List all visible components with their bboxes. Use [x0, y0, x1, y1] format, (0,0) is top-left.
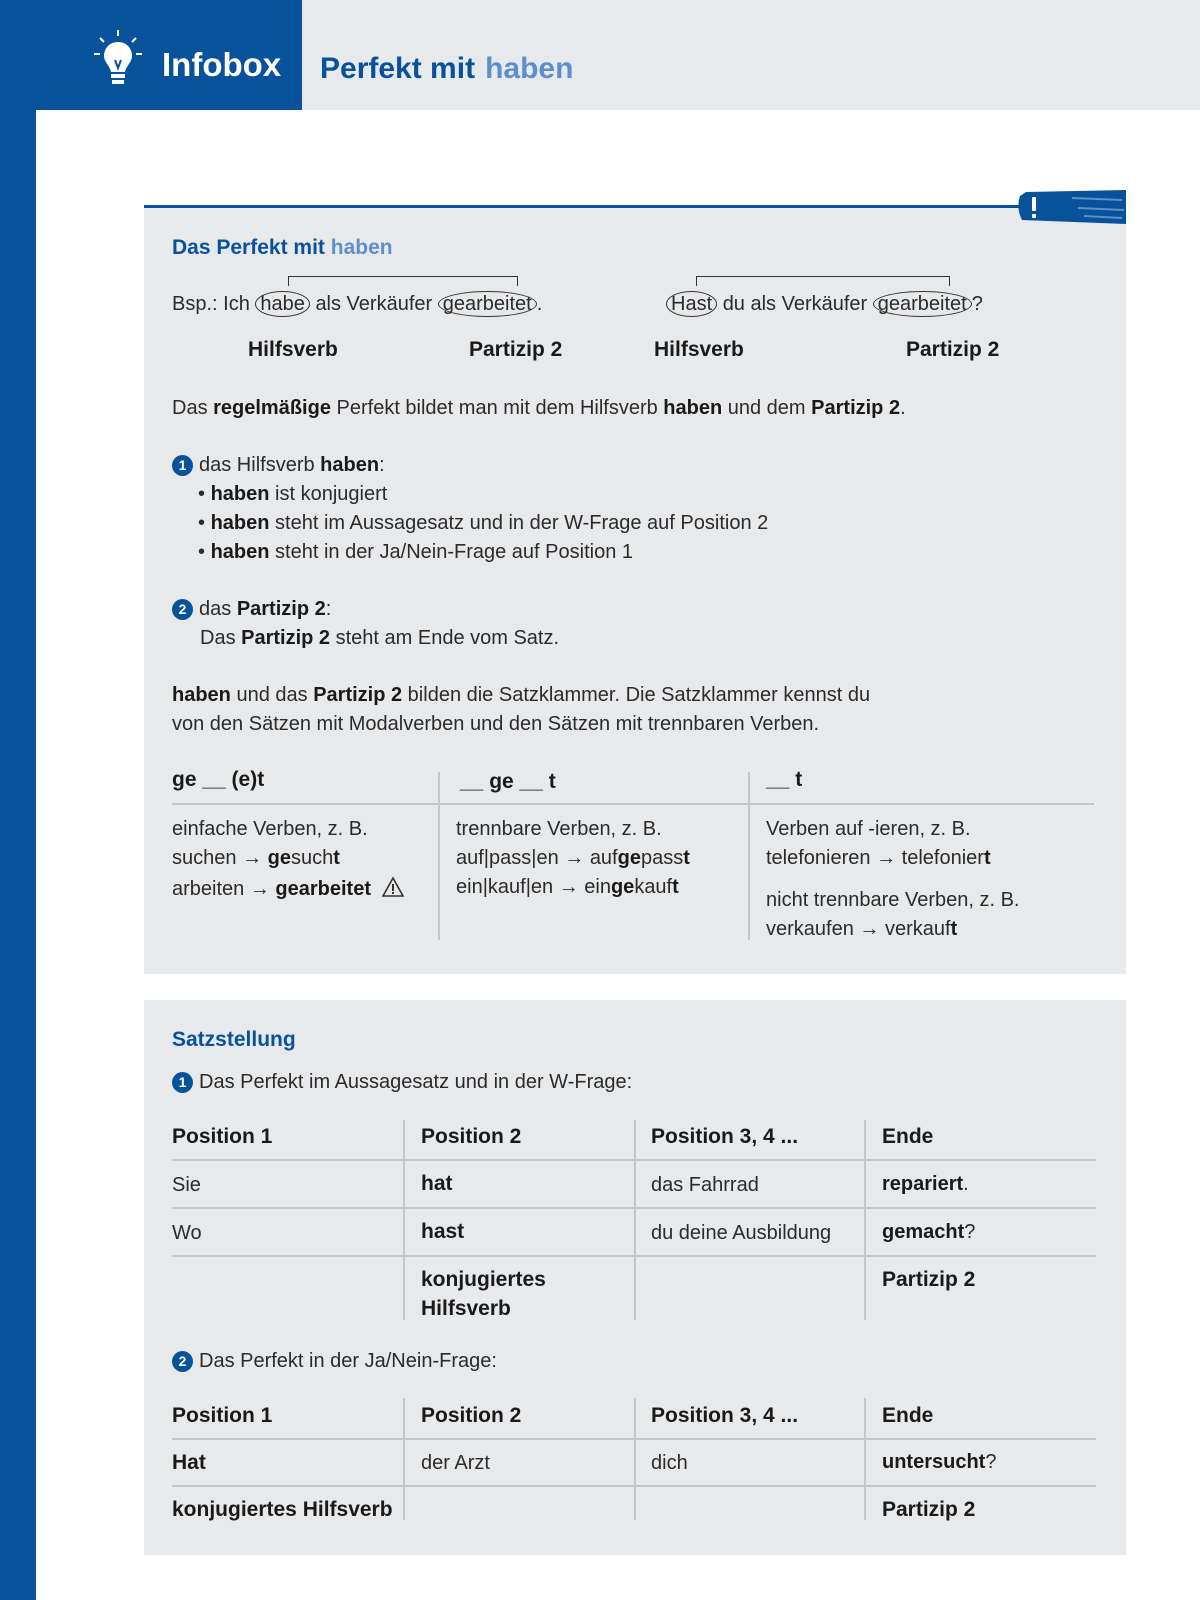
affix-bold: t: [333, 847, 340, 869]
rule-text: .: [900, 397, 906, 419]
participle-bold: repariert: [882, 1173, 964, 1195]
affix-bold: ge: [610, 876, 635, 898]
stem: kauf: [634, 876, 673, 898]
example-aux-circled: habe: [255, 291, 310, 317]
table1-header-pos2: Position 2: [421, 1125, 522, 1148]
rule-bold: Partizip 2: [811, 397, 901, 419]
table2-divider: [403, 1398, 405, 1520]
infinitive: auf|pass|en: [456, 847, 559, 869]
table2-header-pos2: Position 2: [421, 1404, 522, 1427]
table1-cell: das Fahrrad: [651, 1174, 759, 1196]
formation-col1-example: [172, 847, 340, 870]
point-bold: haben: [320, 454, 380, 476]
bullet-text: steht in der Ja/Nein-Frage auf Position 1: [269, 541, 633, 563]
panel-top-rule: [144, 205, 1024, 208]
heading-part-2: haben: [330, 236, 393, 259]
arrow-icon: →: [249, 878, 270, 900]
rule-text: Das: [172, 397, 214, 419]
punct: ?: [964, 1221, 976, 1243]
example-prefix: Bsp.: Ich: [172, 293, 250, 315]
table2-divider: [634, 1398, 636, 1520]
punct: .: [963, 1173, 969, 1195]
infinitive: ein|kauf|en: [456, 876, 554, 898]
exclamation-brush-icon: [1012, 188, 1126, 228]
title-part-2: haben: [485, 52, 574, 85]
table2-cell: Hat: [172, 1451, 206, 1474]
label-partizip-1: Partizip 2: [469, 338, 563, 361]
formation-header-2: __ ge __ t: [460, 770, 556, 793]
affix-bold: ge: [275, 878, 299, 900]
bullet-item: • haben steht in der Ja/Nein-Frage auf Position 1: [198, 541, 633, 563]
bullet-bold: haben: [210, 541, 270, 563]
point-1-heading: [172, 454, 385, 477]
point-2-line: [200, 627, 559, 650]
stem: telefonier: [901, 847, 984, 869]
example-sentence-1: [172, 293, 542, 316]
punct: ?: [985, 1451, 997, 1473]
table1-header-pos3: Position 3, 4 ...: [651, 1125, 799, 1148]
rule-sentence: [172, 397, 906, 420]
table2-header-pos3: Position 3, 4 ...: [651, 1404, 799, 1427]
formation-col3-intro: Verben auf -ieren, z. B.: [766, 818, 971, 840]
label-partizip-2: Partizip 2: [906, 338, 1000, 361]
point-text: Das: [200, 627, 242, 649]
point-text: das Hilfsverb: [199, 454, 321, 476]
title-part-1: Perfekt mit: [320, 52, 476, 85]
bullet-bold: haben: [210, 512, 270, 534]
table2-header-pos1: Position 1: [172, 1404, 273, 1427]
section-heading: [172, 236, 393, 260]
table2-divider: [864, 1398, 866, 1520]
affix-bold: ge: [267, 847, 291, 869]
arrow-icon: →: [558, 876, 579, 898]
example-end: .: [536, 293, 543, 315]
lightbulb-icon: [92, 28, 144, 90]
number-1-icon: 1: [172, 455, 193, 476]
stem: pass: [640, 847, 684, 869]
point-bold: Partizip 2: [241, 627, 331, 649]
prefix: ein: [584, 876, 611, 898]
table1-footer-aux-2: Hilfsverb: [421, 1297, 511, 1320]
formation-col3-example: [766, 918, 957, 941]
formation-col1-intro: einfache Verben, z. B.: [172, 818, 368, 840]
affix-bold: t: [983, 847, 991, 869]
table1-cell: [882, 1221, 975, 1244]
label-hilfsverb-1: Hilfsverb: [248, 338, 338, 361]
prefix: auf: [589, 847, 618, 869]
table1-cell: hat: [421, 1172, 453, 1195]
bullet-item: • haben ist konjugiert: [198, 483, 388, 505]
sub-text: Das Perfekt in der Ja/Nein-Frage:: [199, 1350, 497, 1372]
satzklammer-line-1: [172, 684, 870, 707]
table2-footer-aux: konjugiertes Hilfsverb: [172, 1498, 393, 1521]
example-end: ?: [971, 293, 983, 315]
table1-header-end: Ende: [882, 1125, 934, 1148]
number-2-icon: 2: [172, 599, 193, 620]
infobox-tab: [0, 0, 302, 110]
satz-text: und das: [230, 684, 314, 706]
example-sentence-2: [666, 293, 983, 316]
table1-divider: [864, 1120, 866, 1320]
affix-bold: t: [683, 847, 690, 869]
example-middle: du als Verkäufer: [722, 293, 868, 315]
affix-bold: t: [950, 918, 958, 940]
formation-col2-intro: trennbare Verben, z. B.: [456, 818, 662, 840]
sub-text: Das Perfekt im Aussagesatz und in der W-Frage:: [199, 1071, 633, 1093]
satzklammer-bracket-1: [288, 276, 518, 286]
stem: verkauf: [884, 918, 951, 940]
infinitive: arbeiten: [172, 878, 245, 900]
affix-bold: t: [672, 876, 679, 898]
satz-text: bilden die Satzklammer. Die Satzklammer kennst du: [402, 684, 871, 706]
bullet-text: steht im Aussagesatz und in der W-Frage auf Position 2: [269, 512, 769, 534]
point-text: :: [325, 598, 332, 620]
example-participle-circled: gearbeitet: [873, 291, 972, 317]
table1-divider: [634, 1120, 636, 1320]
participle-bold: untersucht: [882, 1451, 986, 1473]
arrow-icon: →: [876, 847, 897, 869]
bullet-text: ist konjugiert: [269, 483, 388, 505]
participle-bold: gemacht: [882, 1221, 965, 1243]
table1-footer-aux-1: konjugiertes: [421, 1268, 546, 1291]
satzklammer-bracket-2: [696, 276, 950, 286]
stem-bold: arbeit: [298, 878, 354, 900]
satzstellung-sub-2: [172, 1350, 497, 1373]
formation-divider-1: [438, 772, 440, 940]
table2-cell: dich: [651, 1452, 688, 1474]
point-text: steht am Ende vom Satz.: [330, 627, 560, 649]
stem: such: [290, 847, 334, 869]
table1-header-pos1: Position 1: [172, 1125, 273, 1148]
table2-footer-participle: Partizip 2: [882, 1498, 976, 1521]
table1-cell: hast: [421, 1220, 465, 1243]
example-participle-circled: gearbeitet: [438, 291, 537, 317]
arrow-icon: →: [242, 847, 263, 869]
table1-divider: [403, 1120, 405, 1320]
point-bold: Partizip 2: [236, 598, 326, 620]
example-aux-circled: Hast: [666, 291, 717, 317]
formation-col2-example: [456, 876, 679, 899]
satz-bold: Partizip 2: [313, 684, 403, 706]
warning-triangle-icon: [381, 876, 405, 898]
table2-header-end: Ende: [882, 1404, 934, 1427]
satzstellung-heading: Satzstellung: [172, 1028, 296, 1051]
table1-cell: [882, 1173, 969, 1196]
rule-text: Perfekt bildet man mit dem Hilfsverb: [330, 397, 664, 419]
arrow-icon: →: [859, 918, 880, 940]
rule-bold: regelmäßige: [213, 397, 331, 419]
satzklammer-line-2: von den Sätzen mit Modalverben und den Sätzen mit trennbaren Verben.: [172, 713, 820, 735]
formation-col2-example: [456, 847, 690, 870]
bullet-bold: haben: [210, 483, 270, 505]
heading-part-1: Das Perfekt mit: [172, 236, 325, 259]
satz-bold: haben: [172, 684, 231, 706]
affix-bold: et: [353, 878, 372, 900]
affix-bold: ge: [617, 847, 641, 869]
label-hilfsverb-2: Hilfsverb: [654, 338, 744, 361]
point-2-heading: [172, 598, 331, 621]
rule-bold: haben: [663, 397, 723, 419]
table2-cell: der Arzt: [421, 1452, 490, 1474]
number-2-icon: 2: [172, 1351, 193, 1372]
arrow-icon: →: [564, 847, 585, 869]
table2-cell: [882, 1451, 996, 1474]
satzstellung-sub-1: [172, 1071, 632, 1094]
infobox-label: Infobox: [162, 46, 282, 83]
table1-cell: Wo: [172, 1222, 202, 1244]
formation-header-rule: [172, 803, 1094, 805]
table1-cell: Sie: [172, 1174, 201, 1196]
formation-header-1: ge __ (e)t: [172, 768, 265, 791]
formation-col3-intro-2: nicht trennbare Verben, z. B.: [766, 889, 1020, 911]
table1-footer-participle: Partizip 2: [882, 1268, 976, 1291]
left-accent-bar: [0, 0, 36, 1600]
point-text: das: [199, 598, 237, 620]
rule-text: und dem: [722, 397, 812, 419]
infinitive: suchen: [172, 847, 237, 869]
bullet-item: • haben steht im Aussagesatz und in der W-Frage auf Position 2: [198, 512, 769, 534]
formation-col1-example: [172, 876, 405, 901]
infinitive: verkaufen: [766, 918, 854, 940]
formation-divider-2: [748, 772, 750, 940]
page-title: [320, 52, 573, 86]
formation-header-3: __ t: [766, 768, 803, 791]
point-text: :: [379, 454, 385, 476]
table1-cell: du deine Ausbildung: [651, 1222, 832, 1244]
number-1-icon: 1: [172, 1072, 193, 1093]
example-middle: als Verkäufer: [315, 293, 433, 315]
formation-col3-example: [766, 847, 991, 870]
infinitive: telefonieren: [766, 847, 871, 869]
